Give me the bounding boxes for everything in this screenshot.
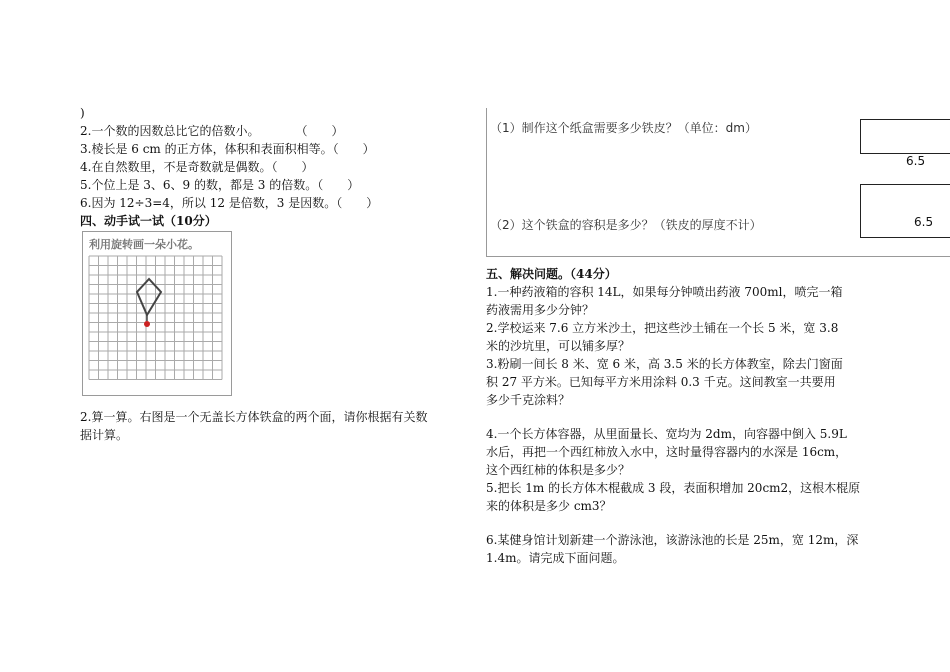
calc-question-line2: 据计算。: [80, 428, 129, 442]
problem-4-line1: 4.一个长方体容器，从里面量长、宽均为 2dm，向容器中倒入 5.9L: [486, 427, 847, 441]
rotation-grid-figure: [82, 231, 232, 396]
tf-item-6: 6.因为 12÷3=4，所以 12 是倍数，3 是因数。（ ）: [80, 196, 379, 210]
section4-title: 四、动手试一试（10分）: [80, 214, 217, 228]
problem-5-line2: 来的体积是多少 cm3？: [486, 499, 612, 513]
problem-2-line2: 米的沙坑里，可以铺多厚？: [486, 339, 631, 353]
calc-question-line1: 2.算一算。右图是一个无盖长方体铁盒的两个面，请你根据有关数: [80, 410, 428, 424]
box-face-2: [860, 184, 950, 238]
grid-caption: 利用旋转画一朵小花。: [89, 238, 199, 251]
face-1-dimension: 6.5: [906, 154, 926, 168]
tf-item-4: 4.在自然数里，不是奇数就是偶数。（ ）: [80, 160, 314, 174]
problem-4-line3: 这个西红柿的体积是多少？: [486, 463, 631, 477]
problem-5-line1: 5.把长 1m 的长方体木棍截成 3 段，表面积增加 20cm2，这根木棍原: [486, 481, 861, 495]
tf-item-3: 3.棱长是 6 cm 的正方体，体积和表面积相等。（ ）: [80, 142, 375, 156]
problem-3-line2: 积 27 平方米。已知每平方米用涂料 0.3 千克。这间教室一共要用: [486, 375, 836, 389]
box-face-1: [860, 119, 950, 154]
problem-6-line1: 6.某健身馆计划新建一个游泳池，该游泳池的长是 25m，宽 12m，深: [486, 533, 859, 547]
problem-4-line2: 水后，再把一个西红柿放入水中，这时量得容器内的水深是 16cm，: [486, 445, 848, 459]
question-1: （1）制作这个纸盒需要多少铁皮？（单位：dm）: [490, 121, 757, 135]
problem-6-line2: 1.4m。请完成下面问题。: [486, 551, 625, 565]
problem-3-line1: 3.粉刷一间长 8 米、宽 6 米，高 3.5 米的长方体教室，除去门窗面: [486, 357, 843, 371]
section5-title: 五、解决问题。（44分）: [486, 267, 617, 281]
rotation-pivot: [144, 321, 150, 327]
face-2-dimension: 6.5: [914, 215, 934, 229]
tf-item-5: 5.个位上是 3、6、9 的数，都是 3 的倍数。（ ）: [80, 178, 360, 192]
problem-3-line3: 多少千克涂料？: [486, 393, 571, 407]
stray-paren: ): [80, 106, 85, 120]
problem-1-line2: 药液需用多少分钟？: [486, 303, 595, 317]
tf-item-2: 2.一个数的因数总比它的倍数小。 （ ）: [80, 124, 344, 138]
problem-1-line1: 1.一种药液箱的容积 14L，如果每分钟喷出药液 700ml，喷完一箱: [486, 285, 843, 299]
grid-drawing: [83, 232, 231, 395]
problem-2-line1: 2.学校运来 7.6 立方米沙土，把这些沙土铺在一个长 5 米，宽 3.8: [486, 321, 839, 335]
question-2: （2）这个铁盒的容积是多少？（铁皮的厚度不计）: [490, 218, 762, 232]
